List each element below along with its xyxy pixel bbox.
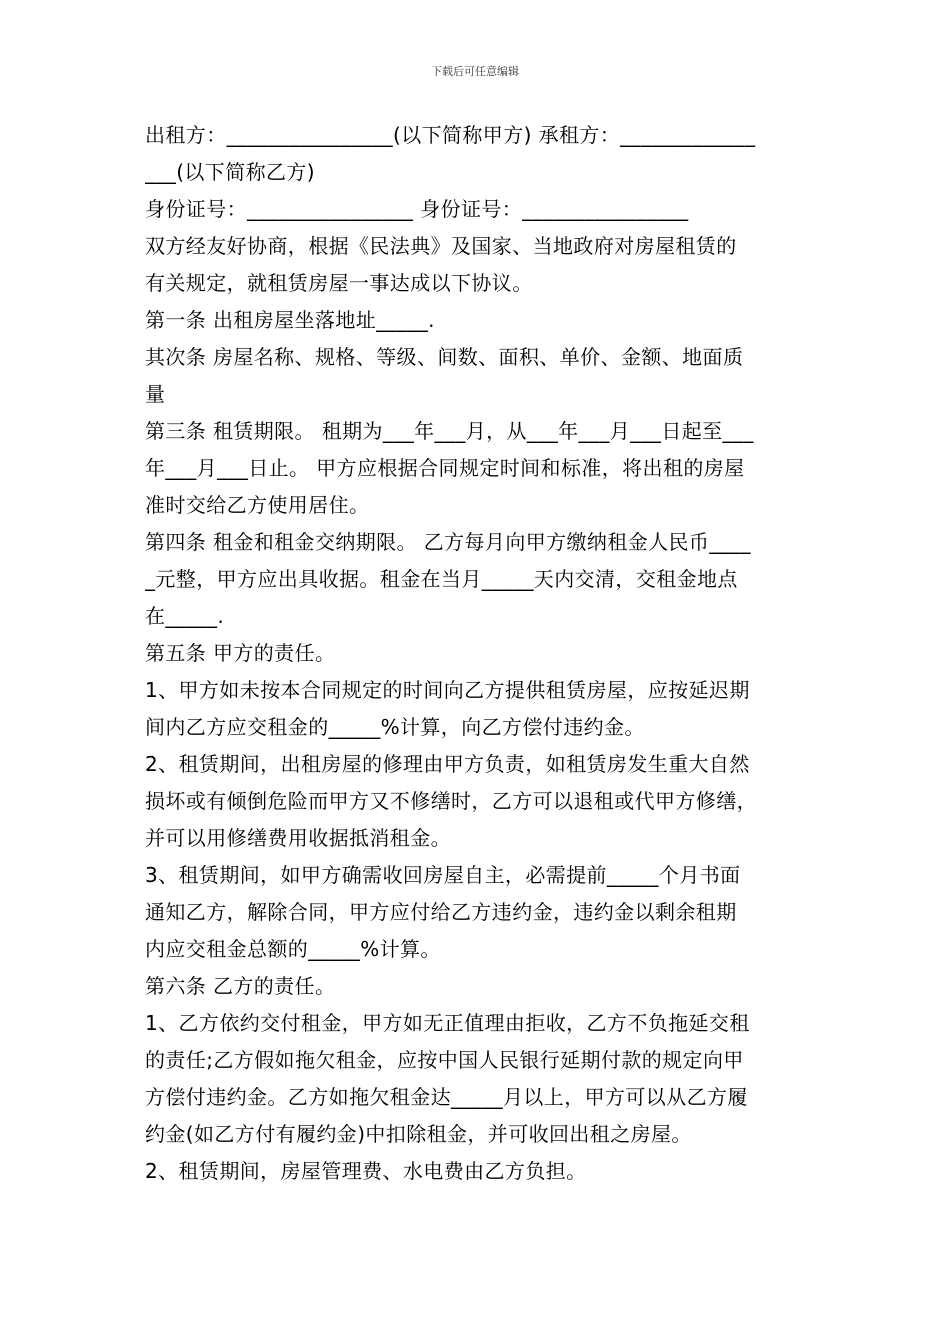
doc-line: 方偿付违约金。乙方如拖欠租金达_____月以上，甲方可以从乙方履	[145, 1085, 748, 1109]
doc-line: _元整，甲方应出具收据。租金在当月_____天内交清，交租金地点	[145, 567, 738, 591]
doc-line: 有关规定，就租赁房屋一事达成以下协议。	[145, 271, 533, 295]
doc-line: 年___月___日止。 甲方应根据合同规定时间和标准，将出租的房屋	[145, 456, 745, 480]
doc-line: 2、租赁期间，房屋管理费、水电费由乙方负担。	[145, 1159, 587, 1183]
doc-line: 出租方：________________(以下简称甲方) 承租方：_____________	[145, 123, 756, 147]
doc-line: 并可以用修缮费用收据抵消租金。	[145, 826, 451, 850]
doc-line: 间内乙方应交租金的_____%计算，向乙方偿付违约金。	[145, 715, 645, 739]
doc-line: 第三条 租赁期限。 租期为___年___月，从___年___月___日起至___	[145, 419, 754, 443]
doc-line: 其次条 房屋名称、规格、等级、间数、面积、单价、金额、地面质	[145, 345, 744, 369]
doc-line: 第六条 乙方的责任。	[145, 974, 336, 998]
doc-line: 身份证号：________________ 身份证号：________________	[145, 197, 689, 221]
doc-line: 1、乙方依约交付租金，甲方如无正值理由拒收，乙方不负拖延交租	[145, 1011, 750, 1035]
doc-line: 2、租赁期间，出租房屋的修理由甲方负责，如租赁房发生重大自然	[145, 752, 750, 776]
doc-line: 第五条 甲方的责任。	[145, 641, 336, 665]
page-header-note: 下载后可任意编辑	[431, 65, 519, 78]
doc-line: 双方经友好协商，根据《民法典》及国家、当地政府对房屋租赁的	[145, 234, 737, 258]
doc-line: 准时交给乙方使用居住。	[145, 493, 370, 517]
doc-line: ___(以下简称乙方)	[145, 160, 316, 184]
doc-line: 3、租赁期间，如甲方确需收回房屋自主，必需提前_____个月书面	[145, 863, 741, 887]
doc-line: 内应交租金总额的_____%计算。	[145, 937, 441, 961]
doc-line: 量	[145, 382, 166, 406]
doc-line: 的责任;乙方假如拖欠租金，应按中国人民银行延期付款的规定向甲	[145, 1048, 744, 1072]
doc-line: 通知乙方，解除合同，甲方应付给乙方违约金，违约金以剩余租期	[145, 900, 737, 924]
doc-line: 第一条 出租房屋坐落地址_____.	[145, 308, 435, 332]
doc-line: 在_____.	[145, 604, 225, 628]
doc-line: 第四条 租金和租金交纳期限。 乙方每月向甲方缴纳租金人民币____	[145, 530, 751, 554]
doc-line: 1、甲方如未按本合同规定的时间向乙方提供租赁房屋，应按延迟期	[145, 678, 750, 702]
doc-line: 损坏或有倾倒危险而甲方又不修缮时，乙方可以退租或代甲方修缮，	[145, 789, 757, 813]
doc-line: 约金(如乙方付有履约金)中扣除租金，并可收回出租之房屋。	[145, 1122, 692, 1146]
document-body	[145, 117, 810, 1190]
